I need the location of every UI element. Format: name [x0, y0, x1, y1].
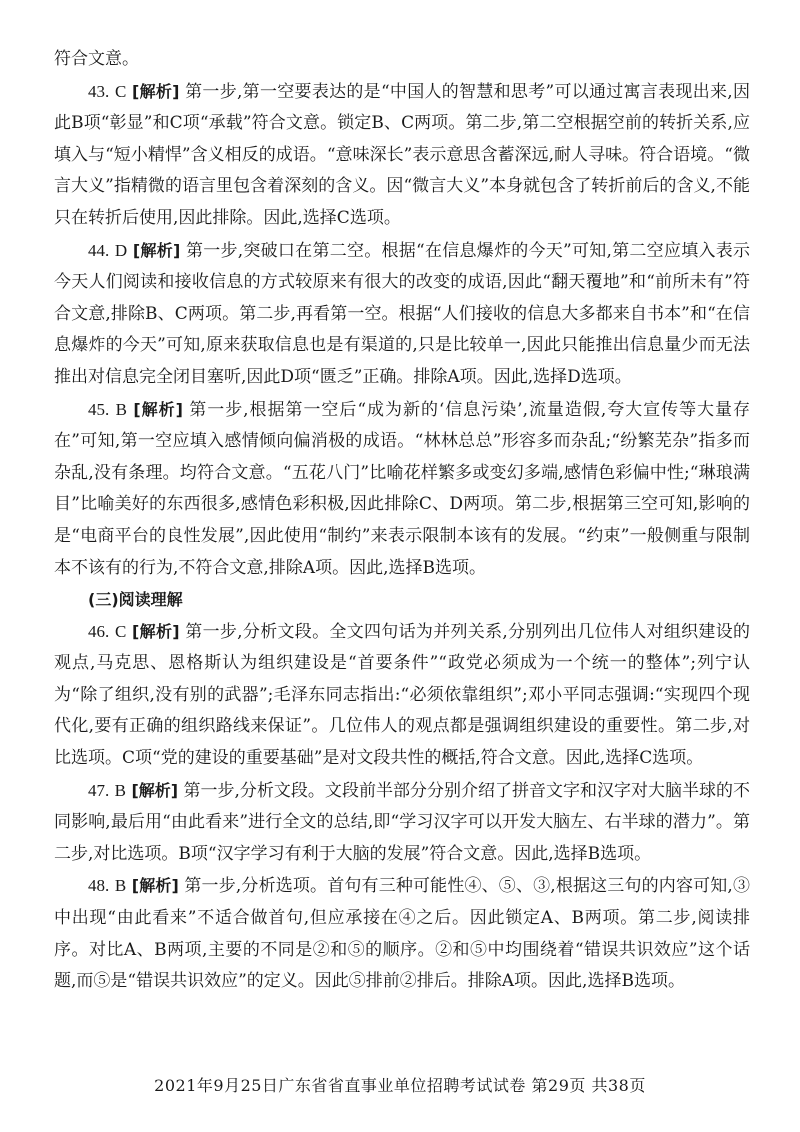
item-number: 47. [88, 780, 110, 800]
page-footer: 2021年9月25日广东省省直事业单位招聘考试试卷 第29页 共38页 [154, 1076, 646, 1095]
item-answer: B [115, 399, 127, 419]
answer-item-48 [54, 870, 750, 997]
item-number: 44. [88, 240, 110, 260]
item-number: 46. [88, 621, 110, 641]
item-answer: B [114, 780, 127, 800]
answer-item-47 [54, 775, 750, 871]
item-number: 43. [88, 81, 110, 101]
item-text: 第一步,根据第一空后“成为新的‘信息污染’,流量造假,夸大宣传等大量存在”可知,第一空应填入感情倾向偏消极的成语。“林林总总”形容多而杂乱;“纷繁芜杂”指多而杂乱,没有条理。均符合文意。“五花八门”比喻花样繁多或变幻多端,感情色彩偏中性;“琳琅满目”比喻美好的东西很多,感情色彩积极,因此排除C、D两项。第二步,根据第三空可知,影响的是“电商平台的良性发展”,因此使用“制约”来表示限制本该有的发展。“约束”一般侧重与限制本不该有的行为,不符合文意,排除A项。因此,选择B选项。 [54, 399, 750, 578]
answer-item-46 [54, 616, 750, 775]
item-text: 第一步,分析文段。文段前半部分分别介绍了拼音文字和汉字对大脑半球的不同影响,最后用“由此看来”进行全文的总结,即“学习汉字可以开发大脑左、右半球的潜力”。第二步,对比选项。B项“汉字学习有利于大脑的发展”符合文意。因此,选择B选项。 [54, 780, 751, 864]
item-text: 第一步,分析文段。全文四句话为并列关系,分别列出几位伟人对组织建设的观点,马克思、恩格斯认为组织建设是“首要条件”“政党必须成为一个统一的整体”;列宁认为“除了组织,没有别的武器”;毛泽东同志指出:“必须依靠组织”;邓小平同志强调:“实现四个现代化,要有正确的组织路线来保证”。几位伟人的观点都是强调组织建设的重要性。第二步,对比选项。C项“党的建设的重要基础”是对文段共性的概括,符合文意。因此,选择C选项。 [54, 621, 751, 769]
item-answer: D [114, 240, 128, 260]
analysis-tag: [解析] [133, 399, 183, 419]
item-answer: C [114, 81, 127, 101]
answer-list-reading [54, 616, 750, 998]
answer-item-45 [54, 394, 750, 585]
item-answer: C [114, 621, 127, 641]
analysis-tag: [解析] [132, 240, 181, 260]
analysis-tag: [解析] [131, 876, 179, 896]
lead-text: 符合文意。 [54, 49, 139, 69]
answer-item-43 [54, 76, 750, 235]
answer-item-44 [54, 235, 750, 394]
item-number: 45. [88, 399, 110, 419]
item-text: 第一步,第一空要表达的是“中国人的智慧和思考”可以通过寓言表现出来,因此B项“彰显”和C项“承载”符合文意。锁定B、C两项。第二步,第二空根据空前的转折关系,应填入与“短小精悍”含义相反的成语。“意味深长”表示意思含蓄深远,耐人寻味。符合语境。“微言大义”指精微的语言里包含着深刻的含义。因“微言大义”本身就包含了转折前后的含义,不能只在转折后使用,因此排除。因此,选择C选项。 [54, 81, 750, 228]
analysis-tag: [解析] [132, 621, 180, 641]
answer-list [54, 76, 750, 585]
item-text: 第一步,分析选项。首句有三种可能性④、⑤、③,根据这三句的内容可知,③中出现“由此看来”不适合做首句,但应承接在④之后。因此锁定A、B两项。第二步,阅读排序。对比A、B两项,主要的不同是②和⑤的顺序。②和⑤中均围绕着“错误共识效应”这个话题,而⑤是“错误共识效应”的定义。因此⑤排前②排后。排除A项。因此,选择B选项。 [54, 876, 750, 992]
analysis-tag: [解析] [131, 780, 179, 800]
item-answer: B [114, 876, 127, 896]
analysis-tag: [解析] [131, 81, 180, 101]
item-number: 48. [88, 876, 110, 896]
section-title: (三)阅读理解 [88, 590, 183, 610]
page-body [54, 44, 750, 998]
item-text: 第一步,突破口在第二空。根据“在信息爆炸的今天”可知,第二空应填入表示今天人们阅读和接收信息的方式较原来有很大的改变的成语,因此“翻天覆地”和“前所未有”符合文意,排除B、C两项。第二步,再看第一空。根据“人们接收的信息大多都来自书本”和“在信息爆炸的今天”可知,原来获取信息也是有渠道的,只是比较单一,因此只能推出信息量少而无法推出对信息完全闭目塞听,因此D项“匮乏”正确。排除A项。因此,选择D选项。 [54, 240, 750, 387]
